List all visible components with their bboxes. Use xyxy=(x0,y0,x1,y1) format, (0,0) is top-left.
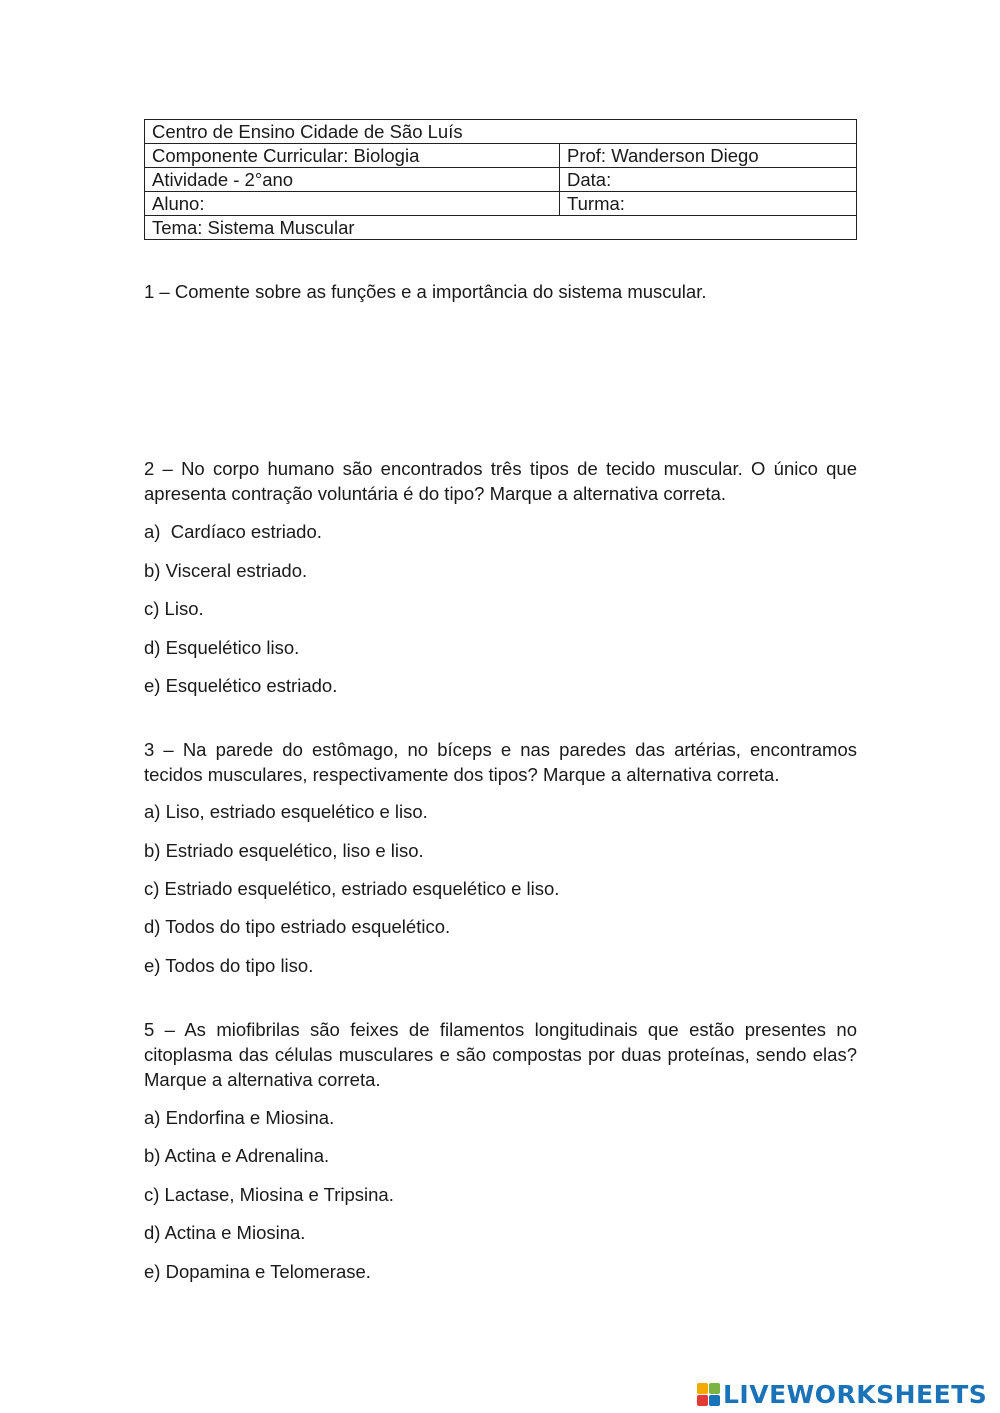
date-field: Data: xyxy=(560,168,857,192)
header-row-activity xyxy=(145,168,857,192)
question-5-option-e: e) Dopamina e Telomerase. xyxy=(144,1261,371,1282)
header-row-school xyxy=(145,120,857,144)
liveworksheets-logo xyxy=(697,1378,987,1410)
student-field: Aluno: xyxy=(145,192,560,216)
question-3-option-a: a) Liso, estriado esquelético e liso. xyxy=(144,801,428,822)
class-field: Turma: xyxy=(560,192,857,216)
liveworksheets-logo-text: LIVEWORKSHEETS xyxy=(723,1379,988,1409)
liveworksheets-logo-icon xyxy=(697,1383,720,1406)
question-5-text: 5 – As miofibrilas são feixes de filamentos longitudinais que estão presentes no citoplasma das células musculares e são compostas por duas proteínas, sendo elas? Marque a alternativa correta. xyxy=(144,1019,857,1090)
header-row-student xyxy=(145,192,857,216)
activity-label: Atividade - 2°ano xyxy=(145,168,560,192)
school-name: Centro de Ensino Cidade de São Luís xyxy=(145,120,857,144)
question-5-option-d: d) Actina e Miosina. xyxy=(144,1222,306,1243)
question-2-option-e: e) Esquelético estriado. xyxy=(144,675,338,696)
question-5-option-c: c) Lactase, Miosina e Tripsina. xyxy=(144,1184,394,1205)
question-5-option-a: a) Endorfina e Miosina. xyxy=(144,1107,335,1128)
curricular-component: Componente Curricular: Biologia xyxy=(145,144,560,168)
question-3-text: 3 – Na parede do estômago, no bíceps e nas paredes das artérias, encontramos tecidos musculares, respectivamente dos tipos? Marque a alternativa correta. xyxy=(144,739,857,785)
theme-label: Tema: Sistema Muscular xyxy=(145,216,857,240)
question-2-text: 2 – No corpo humano são encontrados três tipos de tecido muscular. O único que apresenta contração voluntária é do tipo? Marque a alternativa correta. xyxy=(144,458,857,504)
header-table xyxy=(144,119,857,240)
question-3-option-b: b) Estriado esquelético, liso e liso. xyxy=(144,840,424,861)
header-row-theme xyxy=(145,216,857,240)
question-3-option-e: e) Todos do tipo liso. xyxy=(144,955,314,976)
question-2-option-c: c) Liso. xyxy=(144,598,204,619)
question-2-option-b: b) Visceral estriado. xyxy=(144,560,308,581)
question-3-option-d: d) Todos do tipo estriado esquelético. xyxy=(144,916,451,937)
header-row-component xyxy=(145,144,857,168)
question-2-option-a: a) Cardíaco estriado. xyxy=(144,521,322,542)
question-5-option-b: b) Actina e Adrenalina. xyxy=(144,1145,330,1166)
teacher-name: Prof: Wanderson Diego xyxy=(560,144,857,168)
question-2-option-d: d) Esquelético liso. xyxy=(144,637,300,658)
question-3-option-c: c) Estriado esquelético, estriado esquelético e liso. xyxy=(144,878,560,899)
question-1-text: 1 – Comente sobre as funções e a importância do sistema muscular. xyxy=(144,281,707,302)
